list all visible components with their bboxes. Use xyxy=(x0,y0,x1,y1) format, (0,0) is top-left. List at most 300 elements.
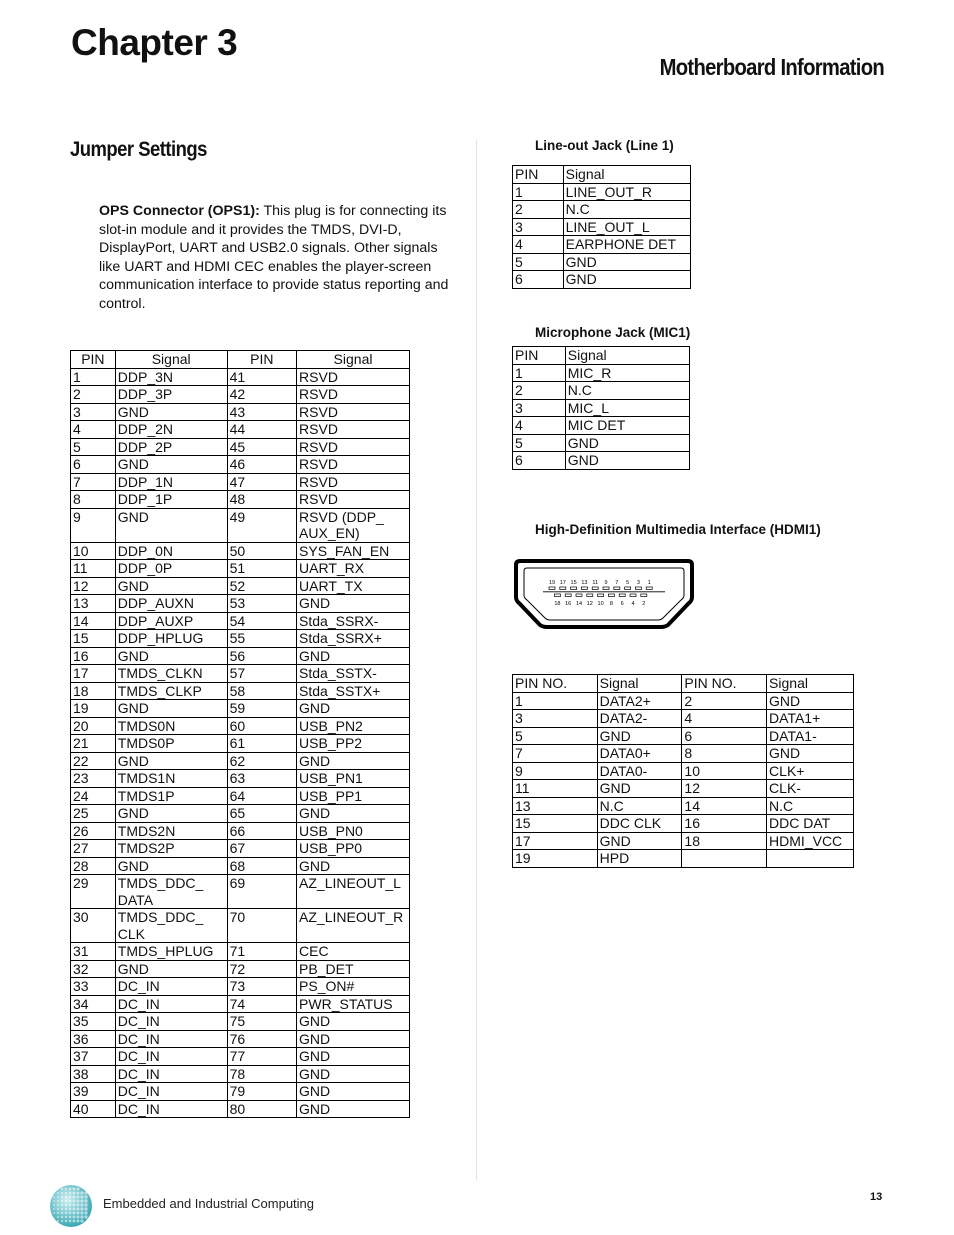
ops-table-cell: 77 xyxy=(227,1048,296,1066)
hdmi-table-cell: 2 xyxy=(682,692,767,710)
lineout-table-header-cell: PIN xyxy=(513,166,564,184)
hdmi-table-cell: CLK+ xyxy=(767,762,854,780)
ops-table-cell: 64 xyxy=(227,787,296,805)
ops-table-cell: RSVD xyxy=(297,438,410,456)
ops-table-cell: 63 xyxy=(227,770,296,788)
ops-table-cell: GND xyxy=(115,805,227,823)
ops-table-cell: DC_IN xyxy=(115,1083,227,1101)
hdmi-contact xyxy=(598,594,604,597)
mic-table-cell: 5 xyxy=(513,434,566,452)
mic-table-cell: N.C xyxy=(565,382,689,400)
hdmi-table-cell: N.C xyxy=(767,797,854,815)
ops-table-row xyxy=(71,1100,410,1118)
ops-table-row xyxy=(71,595,410,613)
mic-heading: Microphone Jack (MIC1) xyxy=(535,325,691,340)
ops-table-cell: GND xyxy=(115,647,227,665)
hdmi-table-header-cell: Signal xyxy=(767,675,854,693)
ops-table-cell: Stda_SSRX- xyxy=(297,612,410,630)
ops-table-cell: GND xyxy=(297,857,410,875)
ops-table-cell: 9 xyxy=(71,508,116,542)
ops-table-row xyxy=(71,770,410,788)
ops-table-cell: 67 xyxy=(227,840,296,858)
ops-table-row xyxy=(71,421,410,439)
hdmi-contact xyxy=(619,594,625,597)
ops-table-cell: RSVD xyxy=(297,473,410,491)
hdmi-contact xyxy=(603,587,609,590)
ops-table-cell: 27 xyxy=(71,840,116,858)
mic-table-header-row xyxy=(513,347,690,365)
hdmi-contact xyxy=(571,587,577,590)
hdmi-table-cell: DATA2+ xyxy=(597,692,682,710)
lineout-table-cell: 6 xyxy=(513,271,564,289)
ops-table-cell: 66 xyxy=(227,822,296,840)
ops-table-cell: 54 xyxy=(227,612,296,630)
ops-table-cell: 32 xyxy=(71,960,116,978)
hdmi-table-header-cell: PIN NO. xyxy=(513,675,598,693)
ops-table-cell: GND xyxy=(297,700,410,718)
ops-table-cell: Stda_SSTX+ xyxy=(297,682,410,700)
ops-table-cell: 23 xyxy=(71,770,116,788)
ops-table-cell: DDP_1P xyxy=(115,491,227,509)
ops-table-cell: 70 xyxy=(227,909,296,943)
ops-table-cell: DDP_3P xyxy=(115,386,227,404)
section-title: Motherboard Information xyxy=(659,54,884,80)
footer-text: Embedded and Industrial Computing xyxy=(103,1196,315,1211)
ops-table-cell: TMDS_DDC_ CLK xyxy=(115,909,227,943)
hdmi-table-row xyxy=(513,797,854,815)
hdmi-table-cell: 14 xyxy=(682,797,767,815)
mic-table-row xyxy=(513,434,690,452)
ops-table-cell: GND xyxy=(115,456,227,474)
hdmi-table-row xyxy=(513,780,854,798)
ops-table-row xyxy=(71,577,410,595)
hdmi-table-cell: DATA0+ xyxy=(597,745,682,763)
hdmi-pin-label: 6 xyxy=(620,601,624,607)
hdmi-pin-label: 16 xyxy=(565,601,572,607)
lineout-table-row xyxy=(513,183,691,201)
ops-table-row xyxy=(71,909,410,943)
hdmi-pin-label: 15 xyxy=(570,580,577,586)
ops-table-cell: 18 xyxy=(71,682,116,700)
column-divider xyxy=(476,140,477,1180)
ops-table-cell: 73 xyxy=(227,978,296,996)
mic-table-header-cell: PIN xyxy=(513,347,566,365)
ops-table-cell: DC_IN xyxy=(115,1100,227,1118)
ops-table-cell: 29 xyxy=(71,875,116,909)
hdmi-table-row xyxy=(513,832,854,850)
hdmi-contact xyxy=(635,587,641,590)
ops-table-cell: 2 xyxy=(71,386,116,404)
ops-table-cell: 5 xyxy=(71,438,116,456)
hdmi-pin-label: 13 xyxy=(581,580,588,586)
ops-table-cell: CEC xyxy=(297,943,410,961)
hdmi-contact xyxy=(560,587,566,590)
ops-table-row xyxy=(71,491,410,509)
mic-table-cell: GND xyxy=(565,452,689,470)
ops-table-cell: 1 xyxy=(71,368,116,386)
ops-table-cell: 62 xyxy=(227,752,296,770)
hdmi-table-cell: 1 xyxy=(513,692,598,710)
ops-table-row xyxy=(71,368,410,386)
ops-table-cell: TMDS_CLKN xyxy=(115,665,227,683)
ops-table-cell: GND xyxy=(115,508,227,542)
hdmi-table-cell: DATA1- xyxy=(767,727,854,745)
ops-table-row xyxy=(71,960,410,978)
ops-table-cell: 34 xyxy=(71,995,116,1013)
hdmi-table-cell: 3 xyxy=(513,710,598,728)
ops-table-row xyxy=(71,875,410,909)
ops-table-cell: 35 xyxy=(71,1013,116,1031)
ops-table-cell: DDP_3N xyxy=(115,368,227,386)
lineout-pin-table xyxy=(512,165,691,289)
ops-table-row xyxy=(71,456,410,474)
hdmi-pin-label: 17 xyxy=(559,580,566,586)
ops-table-cell: 12 xyxy=(71,577,116,595)
ops-table-cell: GND xyxy=(115,752,227,770)
ops-table-cell: 79 xyxy=(227,1083,296,1101)
mic-table-cell: MIC DET xyxy=(565,417,689,435)
lineout-table-row xyxy=(513,271,691,289)
ops-table-row xyxy=(71,1030,410,1048)
ops-table-cell: 13 xyxy=(71,595,116,613)
ops-table-cell: 49 xyxy=(227,508,296,542)
mic-table-row xyxy=(513,399,690,417)
mic-table-header-cell: Signal xyxy=(565,347,689,365)
ops-table-cell: 68 xyxy=(227,857,296,875)
ops-table-cell: USB_PP2 xyxy=(297,735,410,753)
ops-table-cell: DC_IN xyxy=(115,1013,227,1031)
ops-table-cell: USB_PP1 xyxy=(297,787,410,805)
ops-table-cell: DDP_0P xyxy=(115,560,227,578)
hdmi-table-cell: 10 xyxy=(682,762,767,780)
lineout-table-cell: 4 xyxy=(513,236,564,254)
ops-table-cell: 40 xyxy=(71,1100,116,1118)
hdmi-contact xyxy=(630,594,636,597)
mic-table-row xyxy=(513,452,690,470)
ops-table-row xyxy=(71,473,410,491)
hdmi-pin-label: 11 xyxy=(592,580,599,586)
lineout-table-row xyxy=(513,236,691,254)
hdmi-table-row xyxy=(513,745,854,763)
ops-table-cell: 11 xyxy=(71,560,116,578)
ops-table-cell: 53 xyxy=(227,595,296,613)
ops-table-row xyxy=(71,752,410,770)
ops-table-cell: 58 xyxy=(227,682,296,700)
ops-table-row xyxy=(71,700,410,718)
hdmi-contact xyxy=(565,594,571,597)
ops-table-cell: DDP_2P xyxy=(115,438,227,456)
ops-table-cell: 37 xyxy=(71,1048,116,1066)
hdmi-table-cell: CLK- xyxy=(767,780,854,798)
mic-table-cell: 1 xyxy=(513,364,566,382)
ops-table-row xyxy=(71,508,410,542)
ops-table-cell: GND xyxy=(297,1083,410,1101)
hdmi-table-cell: GND xyxy=(597,832,682,850)
hdmi-contact xyxy=(641,594,647,597)
ops-table-cell: 51 xyxy=(227,560,296,578)
ops-table-row xyxy=(71,735,410,753)
ops-table-cell: 30 xyxy=(71,909,116,943)
ops-table-cell: 16 xyxy=(71,647,116,665)
ops-table-cell: 46 xyxy=(227,456,296,474)
ops-table-cell: 74 xyxy=(227,995,296,1013)
hdmi-table-cell: 16 xyxy=(682,815,767,833)
ops-table-row xyxy=(71,995,410,1013)
ops-table-cell: 7 xyxy=(71,473,116,491)
hdmi-table-cell: 18 xyxy=(682,832,767,850)
ops-table-cell: PWR_STATUS xyxy=(297,995,410,1013)
ops-table-row xyxy=(71,1083,410,1101)
hdmi-contact xyxy=(608,594,614,597)
ops-table-cell: 36 xyxy=(71,1030,116,1048)
ops-table-cell: PB_DET xyxy=(297,960,410,978)
hdmi-contact xyxy=(592,587,598,590)
hdmi-table-cell: GND xyxy=(767,745,854,763)
ops-table-cell: 65 xyxy=(227,805,296,823)
ops-table-cell: DC_IN xyxy=(115,995,227,1013)
hdmi-pin-label: 14 xyxy=(575,601,583,607)
ops-table-row xyxy=(71,542,410,560)
lineout-table-row xyxy=(513,218,691,236)
ops-table-cell: DDP_0N xyxy=(115,542,227,560)
lineout-table-cell: LINE_OUT_L xyxy=(563,218,690,236)
ops-table-header-row xyxy=(71,351,410,369)
ops-table-cell: 10 xyxy=(71,542,116,560)
ops-table-cell: AZ_LINEOUT_L xyxy=(297,875,410,909)
ops-table-cell: 41 xyxy=(227,368,296,386)
ops-table-row xyxy=(71,805,410,823)
ops-table-cell: 56 xyxy=(227,647,296,665)
hdmi-table-cell xyxy=(767,850,854,868)
ops-table-cell: 8 xyxy=(71,491,116,509)
ops-table-cell: TMDS0P xyxy=(115,735,227,753)
ops-table-row xyxy=(71,386,410,404)
mic-table-cell: 2 xyxy=(513,382,566,400)
hdmi-table-cell: DDC CLK xyxy=(597,815,682,833)
hdmi-contact xyxy=(549,587,555,590)
chapter-title: Chapter 3 xyxy=(71,22,238,63)
hdmi-heading: High-Definition Multimedia Interface (HDMI1) xyxy=(535,522,821,537)
hdmi-pin-label: 1 xyxy=(647,580,651,586)
ops-table-row xyxy=(71,630,410,648)
hdmi-table-cell: 9 xyxy=(513,762,598,780)
ops-table-cell: 45 xyxy=(227,438,296,456)
ops-table-cell: 42 xyxy=(227,386,296,404)
ops-table-cell: GND xyxy=(115,403,227,421)
ops-table-cell: 39 xyxy=(71,1083,116,1101)
lineout-table-cell: GND xyxy=(563,271,690,289)
ops-table-cell: GND xyxy=(297,1048,410,1066)
ops-table-cell: GND xyxy=(297,595,410,613)
ops-table-cell: 14 xyxy=(71,612,116,630)
ops-table-cell: 20 xyxy=(71,717,116,735)
ops-table-cell: RSVD xyxy=(297,403,410,421)
ops-table-row xyxy=(71,647,410,665)
hdmi-table-cell xyxy=(682,850,767,868)
hdmi-table-cell: 19 xyxy=(513,850,598,868)
hdmi-table-cell: 7 xyxy=(513,745,598,763)
ops-table-cell: 61 xyxy=(227,735,296,753)
ops-table-cell: RSVD xyxy=(297,421,410,439)
ops-table-cell: 38 xyxy=(71,1065,116,1083)
hdmi-table-row xyxy=(513,692,854,710)
jumper-settings-heading: Jumper Settings xyxy=(70,138,207,161)
hdmi-table-cell: GND xyxy=(767,692,854,710)
hdmi-pin-label: 3 xyxy=(636,580,640,586)
lineout-table-cell: 2 xyxy=(513,201,564,219)
mic-table-cell: GND xyxy=(565,434,689,452)
ops-table-cell: 52 xyxy=(227,577,296,595)
hdmi-pin-label: 12 xyxy=(586,601,593,607)
hdmi-pin-label: 5 xyxy=(626,580,630,586)
ops-table-cell: GND xyxy=(297,805,410,823)
ops-table-cell: 22 xyxy=(71,752,116,770)
ops-table-cell: 78 xyxy=(227,1065,296,1083)
hdmi-table-header-cell: PIN NO. xyxy=(682,675,767,693)
globe-logo-icon xyxy=(48,1183,94,1229)
ops-table-cell: GND xyxy=(115,700,227,718)
lineout-table-cell: EARPHONE DET xyxy=(563,236,690,254)
hdmi-contact xyxy=(625,587,631,590)
hdmi-pin-label: 19 xyxy=(548,580,556,586)
ops-connector-description xyxy=(99,202,449,314)
ops-table-cell: DC_IN xyxy=(115,978,227,996)
ops-table-cell: DC_IN xyxy=(115,1030,227,1048)
ops-table-cell: 19 xyxy=(71,700,116,718)
ops-table-cell: 6 xyxy=(71,456,116,474)
ops-table-cell: 24 xyxy=(71,787,116,805)
ops-table-row xyxy=(71,943,410,961)
hdmi-pin-label: 8 xyxy=(609,601,613,607)
ops-table-cell: 3 xyxy=(71,403,116,421)
ops-table-cell: 57 xyxy=(227,665,296,683)
ops-table-row xyxy=(71,560,410,578)
hdmi-table-cell: GND xyxy=(597,780,682,798)
ops-table-cell: 28 xyxy=(71,857,116,875)
ops-table-cell: USB_PN1 xyxy=(297,770,410,788)
ops-table-header-cell: PIN xyxy=(227,351,296,369)
ops-table-cell: TMDS2N xyxy=(115,822,227,840)
ops-table-cell: GND xyxy=(297,647,410,665)
ops-table-cell: TMDS1N xyxy=(115,770,227,788)
ops-table-cell: 26 xyxy=(71,822,116,840)
lineout-heading: Line-out Jack (Line 1) xyxy=(535,138,674,153)
hdmi-contact xyxy=(646,587,652,590)
ops-table-cell: USB_PN0 xyxy=(297,822,410,840)
mic-table-row xyxy=(513,417,690,435)
lineout-table-header-row xyxy=(513,166,691,184)
ops-table-cell: GND xyxy=(297,1013,410,1031)
hdmi-table-cell: 6 xyxy=(682,727,767,745)
ops-table-cell: 31 xyxy=(71,943,116,961)
hdmi-table-cell: GND xyxy=(597,727,682,745)
mic-table-cell: 6 xyxy=(513,452,566,470)
ops-table-cell: USB_PN2 xyxy=(297,717,410,735)
hdmi-table-row xyxy=(513,710,854,728)
hdmi-pin-label: 7 xyxy=(615,580,619,586)
ops-table-row xyxy=(71,978,410,996)
ops-table-row xyxy=(71,665,410,683)
ops-table-cell: 21 xyxy=(71,735,116,753)
hdmi-contact xyxy=(587,594,593,597)
ops-table-cell: GND xyxy=(297,752,410,770)
hdmi-table-cell: HPD xyxy=(597,850,682,868)
lineout-table-cell: N.C xyxy=(563,201,690,219)
ops-table-cell: 75 xyxy=(227,1013,296,1031)
hdmi-table-cell: DATA0- xyxy=(597,762,682,780)
mic-table-cell: 3 xyxy=(513,399,566,417)
ops-table-cell: AZ_LINEOUT_R xyxy=(297,909,410,943)
hdmi-connector-icon xyxy=(513,557,695,631)
hdmi-table-header-cell: Signal xyxy=(597,675,682,693)
ops-table-cell: 71 xyxy=(227,943,296,961)
page-number: 13 xyxy=(870,1191,883,1203)
hdmi-table-cell: HDMI_VCC xyxy=(767,832,854,850)
hdmi-pin-label: 10 xyxy=(597,601,604,607)
ops-table-row xyxy=(71,840,410,858)
ops-table-cell: DC_IN xyxy=(115,1048,227,1066)
hdmi-table-row xyxy=(513,762,854,780)
hdmi-table-cell: DATA2- xyxy=(597,710,682,728)
ops-table-cell: DC_IN xyxy=(115,1065,227,1083)
ops-table-cell: 76 xyxy=(227,1030,296,1048)
ops-table-cell: 72 xyxy=(227,960,296,978)
lineout-table-cell: GND xyxy=(563,253,690,271)
ops-table-cell: GND xyxy=(115,577,227,595)
hdmi-pin-table xyxy=(512,674,854,868)
lineout-table-cell: 3 xyxy=(513,218,564,236)
ops-table-cell: RSVD xyxy=(297,491,410,509)
hdmi-table-cell: DDC DAT xyxy=(767,815,854,833)
ops-table-row xyxy=(71,1013,410,1031)
mic-table-row xyxy=(513,364,690,382)
ops-table-cell: DDP_AUXP xyxy=(115,612,227,630)
hdmi-table-cell: N.C xyxy=(597,797,682,815)
ops-table-cell: Stda_SSRX+ xyxy=(297,630,410,648)
ops-table-cell: RSVD xyxy=(297,386,410,404)
hdmi-table-cell: 8 xyxy=(682,745,767,763)
ops-table-cell: GND xyxy=(115,960,227,978)
ops-table-cell: TMDS_HPLUG xyxy=(115,943,227,961)
ops-table-cell: 47 xyxy=(227,473,296,491)
lineout-table-row xyxy=(513,253,691,271)
ops-table-cell: GND xyxy=(297,1100,410,1118)
ops-pin-table xyxy=(70,350,410,1118)
ops-table-cell: TMDS_CLKP xyxy=(115,682,227,700)
ops-table-cell: PS_ON# xyxy=(297,978,410,996)
ops-table-cell: RSVD xyxy=(297,368,410,386)
hdmi-table-cell: 13 xyxy=(513,797,598,815)
hdmi-table-cell: 4 xyxy=(682,710,767,728)
ops-table-cell: DDP_2N xyxy=(115,421,227,439)
hdmi-table-row xyxy=(513,727,854,745)
hdmi-contact xyxy=(554,594,560,597)
lineout-table-cell: LINE_OUT_R xyxy=(563,183,690,201)
ops-table-cell: 69 xyxy=(227,875,296,909)
ops-table-row xyxy=(71,682,410,700)
ops-table-cell: 55 xyxy=(227,630,296,648)
mic-table-cell: MIC_L xyxy=(565,399,689,417)
hdmi-pin-label: 4 xyxy=(631,601,635,607)
hdmi-table-row xyxy=(513,815,854,833)
mic-pin-table xyxy=(512,346,690,470)
lineout-table-cell: 1 xyxy=(513,183,564,201)
ops-table-cell: 17 xyxy=(71,665,116,683)
ops-connector-label: OPS Connector (OPS1): xyxy=(99,203,260,219)
lineout-table-row xyxy=(513,201,691,219)
ops-table-cell: DDP_HPLUG xyxy=(115,630,227,648)
ops-table-row xyxy=(71,717,410,735)
